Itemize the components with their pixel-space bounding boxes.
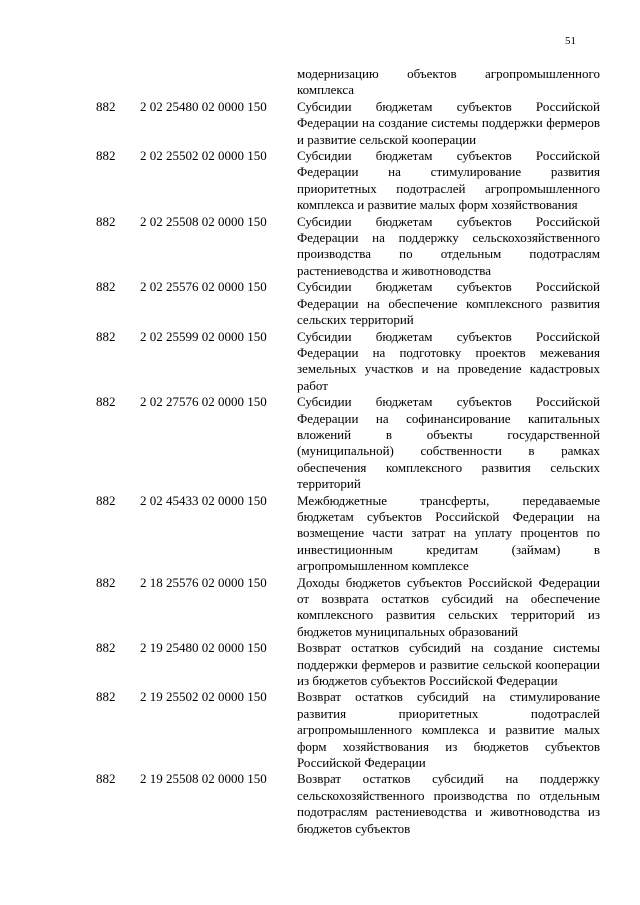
budget-classification-code: 2 02 25576 02 0000 150: [140, 279, 267, 295]
administrator-code: 882: [96, 328, 116, 344]
revenue-description: Субсидии бюджетам субъектов Российской Федерации на стимулирование развития приоритетных подотраслей агропромышленного комплекса и развитие малых форм хозяйствования: [297, 148, 600, 213]
administrator-code: 882: [96, 574, 116, 590]
table-row: [0, 148, 640, 214]
table-row: [0, 214, 640, 280]
table-row: [0, 329, 640, 395]
budget-classification-code: 2 19 25508 02 0000 150: [140, 771, 267, 787]
page-number: 51: [565, 35, 576, 47]
budget-classification-code: 2 19 25502 02 0000 150: [140, 689, 267, 705]
table-row: [0, 640, 640, 689]
administrator-code: 882: [96, 213, 116, 229]
revenue-description: Субсидии бюджетам субъектов Российской Федерации на поддержку сельскохозяйственного производства по отдельным подотраслям растениеводства и животноводства: [297, 213, 600, 278]
administrator-code: 882: [96, 492, 116, 508]
administrator-code: 882: [96, 771, 116, 787]
table-row: [0, 575, 640, 641]
budget-classification-code: 2 02 45433 02 0000 150: [140, 492, 267, 508]
revenue-description: Доходы бюджетов субъектов Российской Федерации от возврата остатков субсидий на обеспечение комплексного развития сельских территорий из бюджетов муниципальных образований: [297, 574, 600, 639]
table-row: [0, 66, 640, 99]
table-row: [0, 689, 640, 771]
revenue-description: Субсидии бюджетам субъектов Российской Федерации на обеспечение комплексного развития сельских территорий: [297, 279, 600, 328]
budget-classification-code: 2 02 25599 02 0000 150: [140, 328, 267, 344]
administrator-code: 882: [96, 279, 116, 295]
budget-classification-code: 2 02 25508 02 0000 150: [140, 213, 267, 229]
table-row: [0, 493, 640, 575]
revenue-description: Субсидии бюджетам субъектов Российской Федерации на софинансирование капитальных вложений в объекты государственной (муниципальной) собственности в рамках обеспечения комплексного развития сельских территорий: [297, 394, 600, 492]
revenue-description: Межбюджетные трансферты, передаваемые бюджетам субъектов Российской Федерации на возмещение части затрат на уплату процентов по инвестиционным кредитам (займам) в агропромышленном комплексе: [297, 492, 600, 574]
administrator-code: 882: [96, 640, 116, 656]
budget-classification-code: 2 02 25480 02 0000 150: [140, 98, 267, 114]
revenue-description: Возврат остатков субсидий на поддержку сельскохозяйственного производства по отдельным подотраслям растениеводства и животноводства из бюджетов субъектов: [297, 771, 600, 836]
document-table: [0, 66, 640, 837]
revenue-description: Возврат остатков субсидий на создание системы поддержки фермеров и развитие сельской кооперации из бюджетов субъектов Российской Федерации: [297, 640, 600, 689]
budget-classification-code: 2 18 25576 02 0000 150: [140, 574, 267, 590]
table-row: [0, 394, 640, 492]
budget-classification-code: 2 02 25502 02 0000 150: [140, 148, 267, 164]
table-row: [0, 771, 640, 837]
table-row: [0, 279, 640, 328]
revenue-description: Возврат остатков субсидий на стимулирование развития приоритетных подотраслей агропромышленного комплекса и развитие малых форм хозяйствования из бюджетов субъектов Российской Федерации: [297, 689, 600, 771]
administrator-code: 882: [96, 689, 116, 705]
administrator-code: 882: [96, 98, 116, 114]
revenue-description: модернизацию объектов агропромышленного комплекса: [297, 66, 600, 98]
administrator-code: 882: [96, 148, 116, 164]
budget-classification-code: 2 02 27576 02 0000 150: [140, 394, 267, 410]
revenue-description: Субсидии бюджетам субъектов Российской Федерации на создание системы поддержки фермеров и развитие сельской кооперации: [297, 98, 600, 147]
table-row: [0, 99, 640, 148]
revenue-description: Субсидии бюджетам субъектов Российской Федерации на подготовку проектов межевания земельных участков и на проведение кадастровых работ: [297, 328, 600, 393]
budget-classification-code: 2 19 25480 02 0000 150: [140, 640, 267, 656]
administrator-code: 882: [96, 394, 116, 410]
